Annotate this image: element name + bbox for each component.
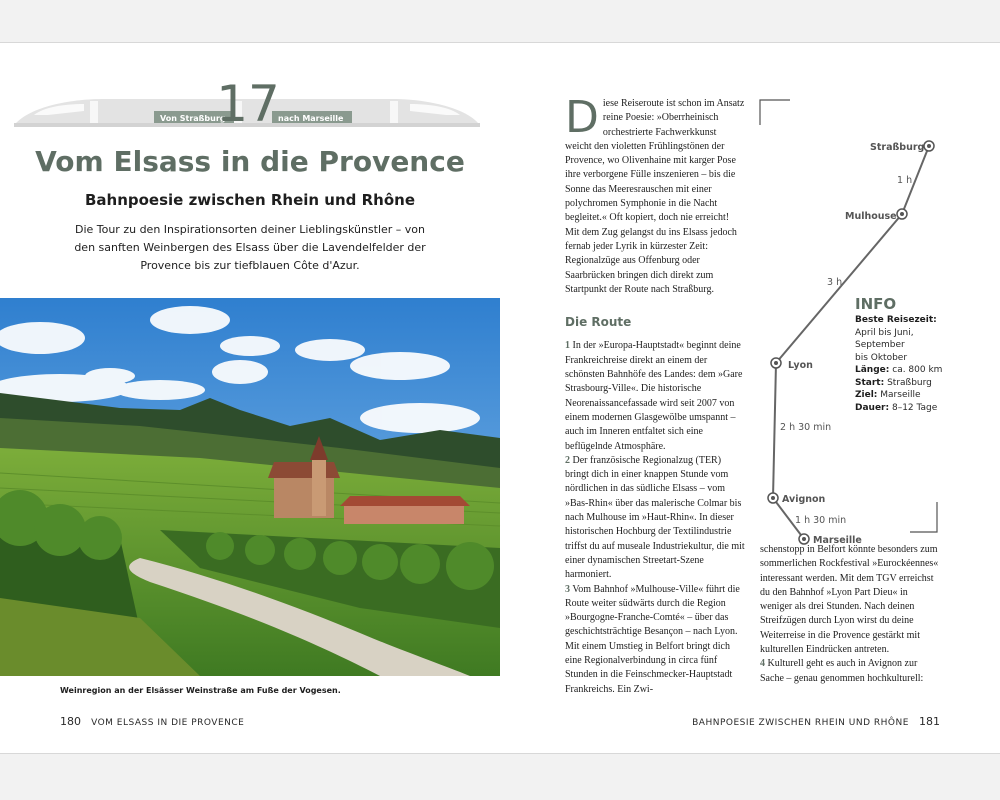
station-label: Lyon (788, 360, 813, 371)
route-step-text: Vom Bahnhof »Mulhouse-Ville« führt die Route weiter südwärts durch die Region »Bourgogne-Franche-Comté« – über das geschichtsträchtige Besançon – nach Lyon. Mit einem Umstieg in Belfort bringt dich eine Regionalverbindung in circa fünf Stunden in die Feinschmecker-Hauptstadt Frankreichs. Ein Zwi- (565, 583, 740, 695)
route-step-number: 4 (760, 658, 765, 670)
route-step (760, 657, 940, 686)
info-value: Straßburg (887, 377, 932, 388)
route-heading: Die Route (565, 315, 632, 330)
info-value: bis Oktober (855, 352, 908, 363)
chapter-title: Vom Elsass in die Provence (35, 145, 465, 178)
right-running-head: BAHNPOESIE ZWISCHEN RHEIN UND RHÔNE (692, 718, 909, 728)
tour-number: 17 (216, 75, 280, 133)
info-label: Länge: (855, 365, 890, 375)
book-spread (0, 42, 1000, 754)
info-value: 8–12 Tage (891, 402, 938, 413)
intro-paragraph: iese Reiseroute ist schon im Ansatz reine Poesie: »Oberrheinisch orchestrierte Fachwerkkunst weicht den violetten Frühlingstönen der Provence, wo Olivenhaine mit karger Pose ihre verborgene Fülle inszenieren – bis die Sonne das Meeresrauschen mit einer polychromen Symphonie in die Nacht begleitet.« Oft kopiert, doch nie erreicht! Mit dem Zug gelangst du ins Elsass jedoch fernab jeder Lyrik in kürzester Zeit: Regionalzüge aus Offenburg oder Saarbrücken bringen dich direkt zum Startpunkt der Route nach Straßburg. (565, 98, 745, 295)
info-label: Dauer: (855, 402, 890, 413)
left-running-head: VOM ELSASS IN DIE PROVENCE (91, 718, 245, 728)
route-step-text: Der französische Regionalzug (TER) bringt dich in einer knappen Stunde vom nördlichen in das südliche Elsass – vom »Bas-Rhin« über das malerische Colmar bis nach Mulhouse im »Haut-Rhin«. In dieser historischen Hochburg der Textilindustrie triffst du auf museale Industriekultur, die mit einer dynamischen Streetart-Szene harmoniert. (565, 454, 745, 581)
route-step-number: 2 (565, 454, 570, 466)
vineyard-photo (0, 298, 500, 676)
continuation-paragraph: schenstopp in Belfort könnte besonders zum sommerlichen Rockfestival »Eurockéennes« interessant werden. Mit dem TGV erreichst du den Bahnhof »Lyon Part Dieu« in weniger als drei Stunden. Nach deinen Streifzügen durch Lyon wirst du deine Weiterreise in die Provence gestärkt mit kulturellen Eindrücken antreten. (760, 544, 939, 656)
duration-label: 2 h 30 min (780, 422, 832, 433)
info-title: INFO (855, 295, 897, 313)
chapter-lead: Die Tour zu den Inspirationsorten deiner Lieblingskünstler – von den sanften Weinbergen des Elsass über die Lavendelfelder der Provence bis zur tiefblauen Côte d'Azur. (74, 223, 426, 272)
text-column-2 (760, 543, 940, 686)
station-label: Marseille (813, 535, 862, 546)
info-value: September (855, 340, 905, 350)
route-step-text: In der »Europa-Hauptstadt« beginnt deine Frankreichreise direkt an einem der schönsten Bahnhöfe des Landes: dem »Gare Strasbourg-Ville«. Die historische Neorenaissancefassade wird seit 2007 von einem modernen Glasgewölbe umspannt – auch im Inneren entfaltet sich eine beflügelnde Atmosphäre. (565, 340, 743, 452)
info-label: Start: (855, 377, 885, 388)
info-box (855, 295, 945, 414)
train-banner-from: Von Straßburg (160, 114, 226, 123)
train-banner-to: nach Marseille (278, 114, 344, 123)
info-label: Beste Reisezeit: (855, 315, 937, 325)
map-corner-mark (910, 502, 937, 532)
info-value: April bis Juni, (855, 327, 914, 338)
route-step-text: Kulturell geht es auch in Avignon zur Sache – genau genommen hochkulturell: (760, 658, 924, 684)
route-step (565, 339, 745, 453)
station-label: Avignon (782, 494, 826, 505)
chapter-subtitle: Bahnpoesie zwischen Rhein und Rhône (84, 191, 416, 209)
info-value: Marseille (880, 390, 921, 400)
duration-label: 1 h 30 min (795, 515, 847, 526)
left-folio (60, 715, 244, 728)
dropcap: D (565, 92, 599, 143)
station-label: Mulhouse (845, 211, 897, 222)
station-label: Straßburg (870, 142, 925, 153)
route-step-number: 1 (565, 340, 570, 352)
info-label: Ziel: (855, 390, 878, 400)
text-column-1 (565, 92, 745, 697)
route-step (565, 454, 745, 583)
info-value: ca. 800 km (892, 365, 943, 375)
duration-label: 1 h (897, 175, 913, 186)
route-step (565, 583, 745, 697)
map-corner-mark (760, 100, 790, 125)
right-page-number: 181 (919, 715, 940, 728)
right-folio (692, 715, 940, 728)
duration-label: 3 h (827, 277, 843, 288)
route-step-number: 3 (565, 583, 570, 595)
photo-caption: Weinregion an der Elsässer Weinstraße am Fuße der Vogesen. (60, 686, 341, 695)
left-page-number: 180 (60, 715, 81, 728)
